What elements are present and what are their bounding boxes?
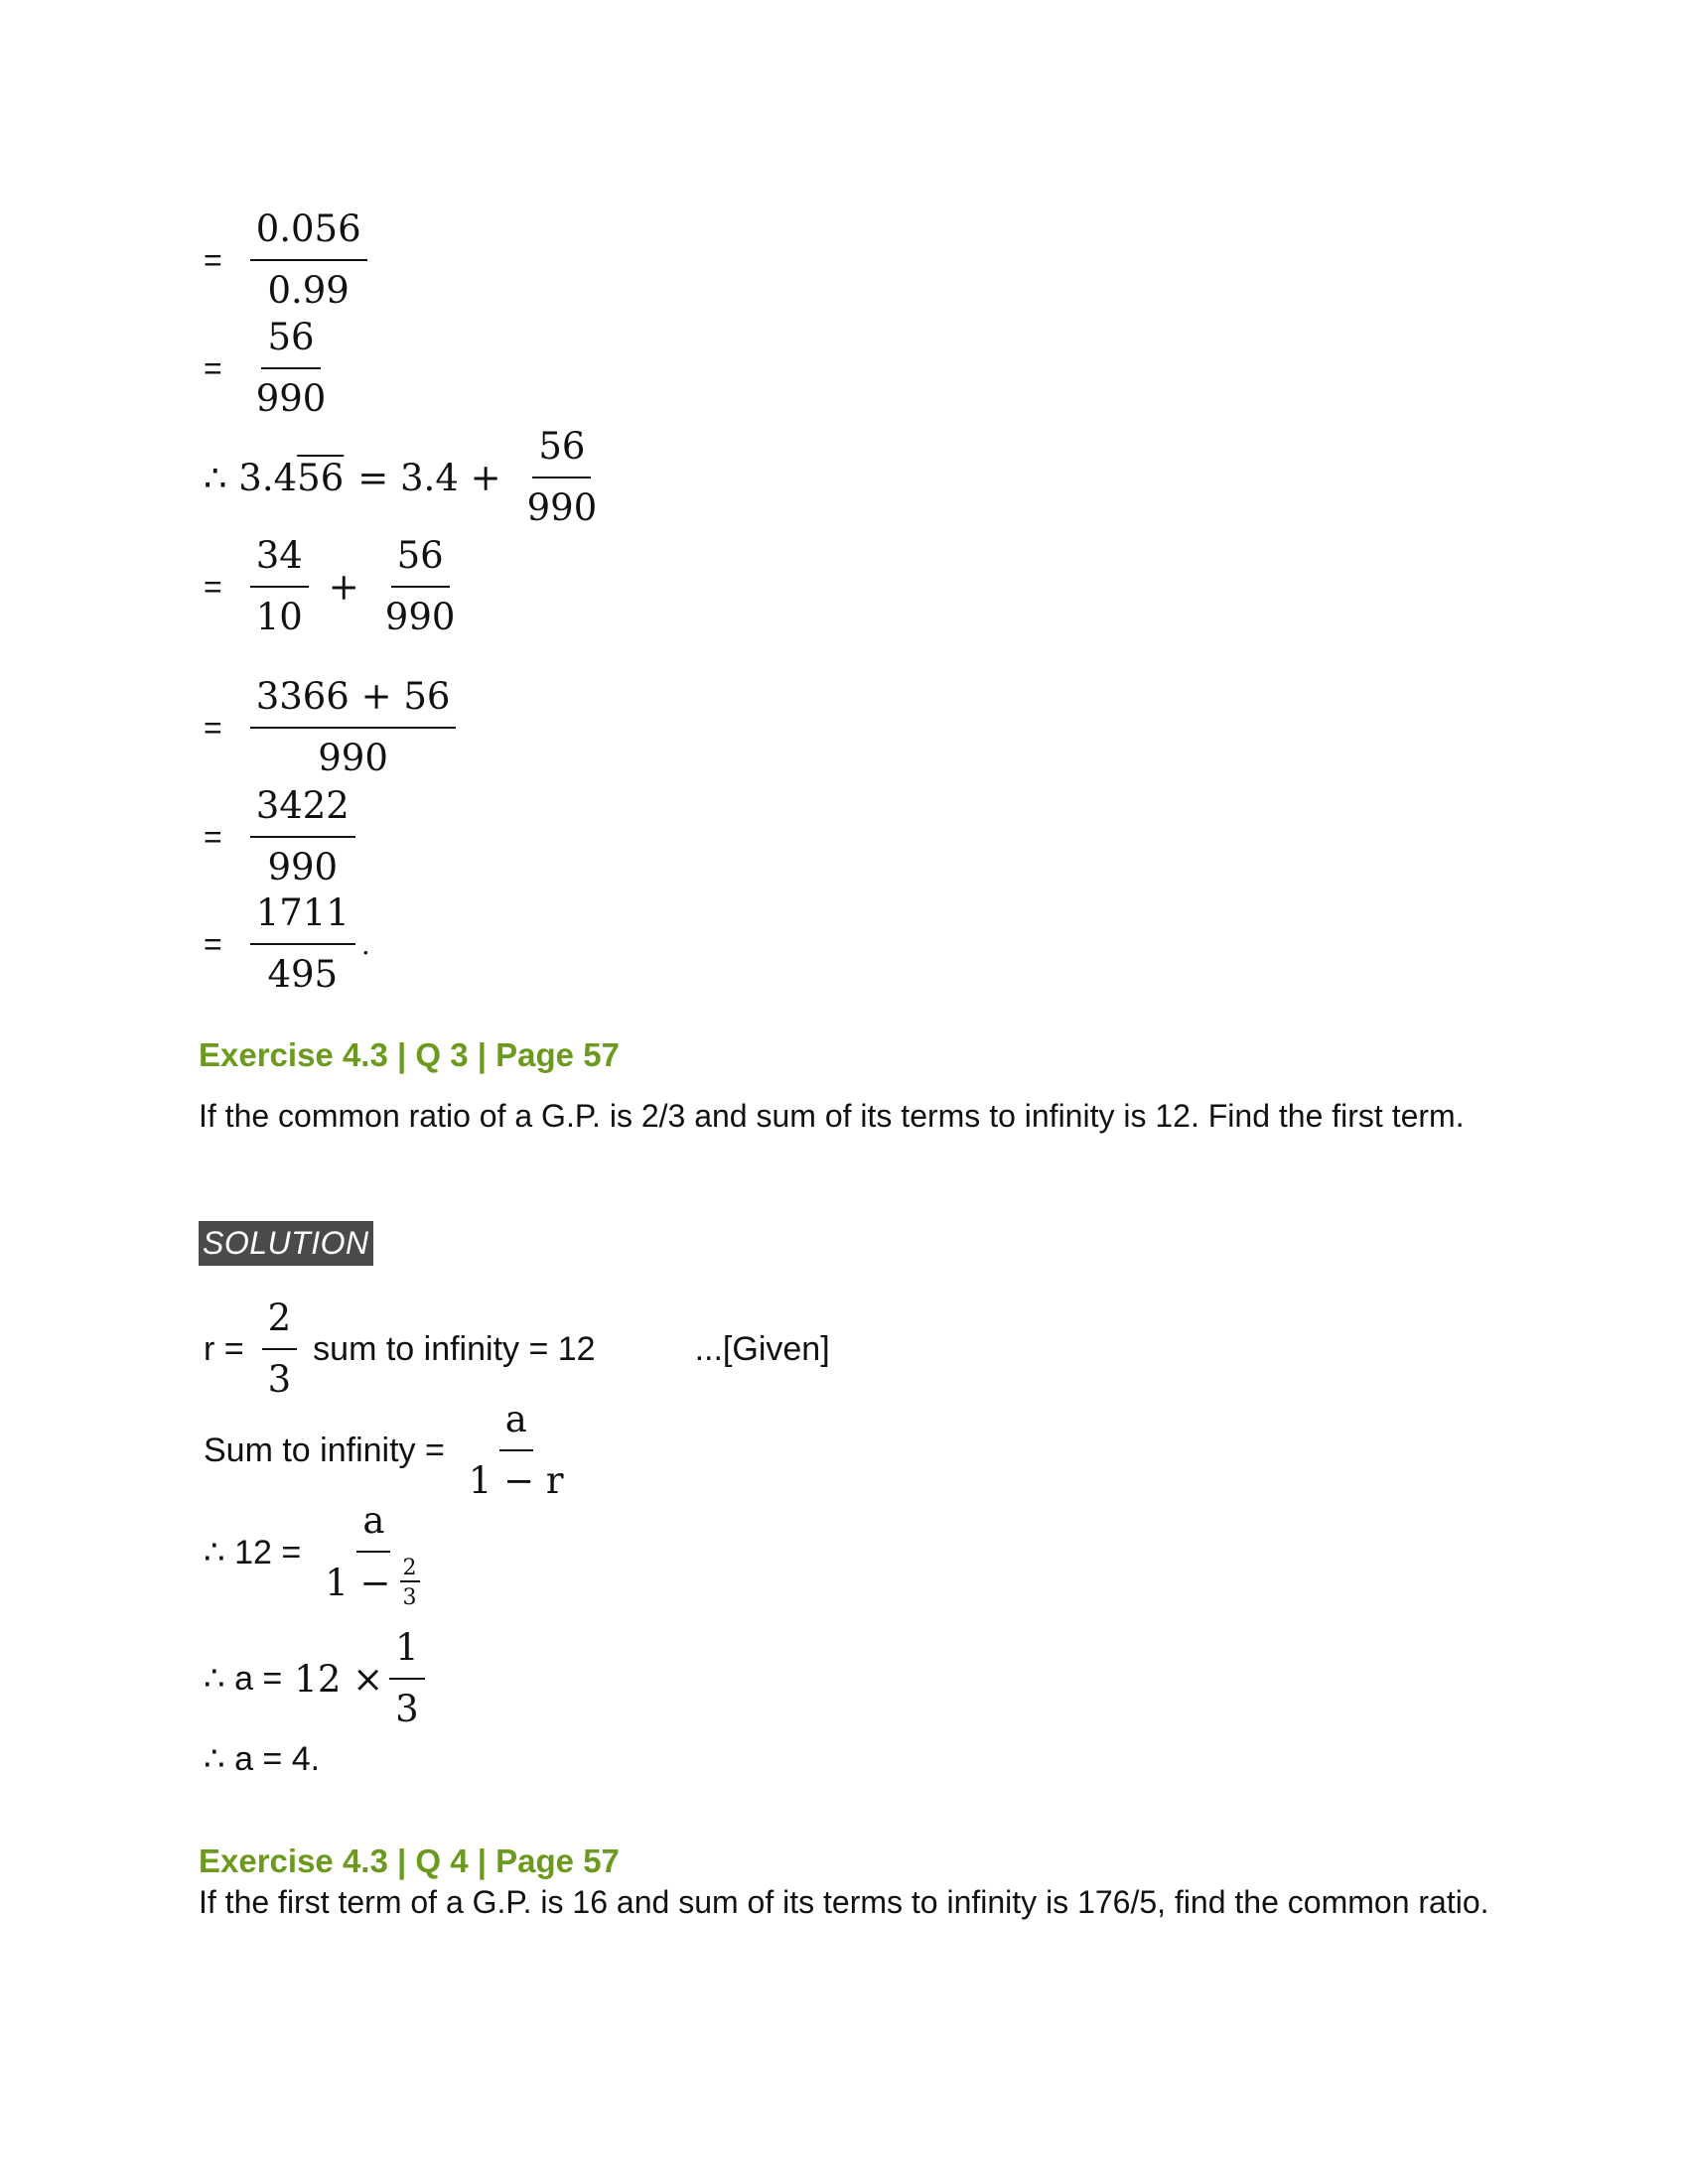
denominator: 1 − r — [468, 1459, 564, 1502]
fraction — [389, 1622, 425, 1735]
numerator: 3366 + 56 — [250, 671, 457, 729]
sum-to-infinity-text: sum to infinity = 12 — [313, 1329, 596, 1368]
q3-question: If the common ratio of a G.P. is 2/3 and sum of its terms to infinity is 12. Find the first term. — [199, 1098, 1465, 1134]
q3-line-1 — [204, 1293, 830, 1406]
denominator: 3 — [395, 1688, 419, 1730]
equals-sign: = — [204, 925, 222, 962]
numerator: 2 — [262, 1293, 298, 1350]
therefore-a-equals: ∴ a = — [204, 1660, 283, 1698]
step-4 — [204, 530, 467, 643]
r-equals: r = — [204, 1329, 244, 1368]
numerator: a — [356, 1495, 390, 1553]
q3-line-4 — [204, 1622, 431, 1735]
step-7 — [204, 887, 370, 1001]
denominator: 990 — [526, 486, 598, 529]
denominator: 990 — [384, 596, 456, 638]
numerator: 2 — [400, 1557, 420, 1582]
numerator: 1711 — [250, 887, 355, 945]
fraction — [319, 1495, 428, 1610]
lhs-prefix: ∴ 3.4 — [204, 456, 298, 499]
fraction — [250, 671, 457, 784]
q3-line-2 — [204, 1394, 576, 1507]
numerator: 56 — [391, 530, 450, 588]
fraction — [250, 887, 355, 1001]
fraction — [250, 312, 333, 425]
equals-sign: = — [204, 568, 222, 605]
equals-sign: = — [204, 241, 222, 278]
step-2 — [204, 312, 338, 425]
fraction — [262, 1293, 298, 1406]
denominator: 3 — [402, 1585, 417, 1610]
rhs-prefix: = 3.4 + — [357, 456, 501, 499]
therefore-12-equals: ∴ 12 = — [204, 1534, 302, 1571]
denominator: 990 — [318, 737, 388, 779]
denominator: 10 — [255, 596, 303, 638]
numerator: 56 — [261, 312, 320, 369]
fraction-1 — [250, 530, 309, 643]
step-3 — [204, 421, 609, 534]
denominator: 990 — [255, 377, 327, 420]
numerator: a — [499, 1394, 533, 1451]
sum-formula-label: Sum to infinity = — [204, 1431, 445, 1469]
step-6 — [204, 780, 361, 893]
denominator: 3 — [267, 1358, 292, 1401]
plus-sign: + — [328, 565, 359, 609]
q3-line-3 — [204, 1495, 435, 1610]
fraction-2 — [379, 530, 462, 643]
q3-heading: Exercise 4.3 | Q 3 | Page 57 — [199, 1036, 620, 1073]
equals-sign: = — [204, 709, 222, 746]
one-minus: 1 − — [325, 1562, 391, 1604]
step-5 — [204, 671, 462, 784]
repeating-digits: 56 — [297, 456, 345, 499]
numerator: 56 — [532, 421, 591, 478]
numerator: 3422 — [250, 780, 355, 838]
q4-question: If the first term of a G.P. is 16 and sum of its terms to infinity is 176/5, find the common ratio. — [199, 1884, 1489, 1920]
fraction — [463, 1394, 570, 1507]
period: . — [360, 927, 370, 961]
denominator: 0.99 — [267, 269, 350, 312]
fraction — [250, 204, 367, 317]
twelve-times: 12 × — [294, 1657, 384, 1701]
nested-fraction — [397, 1557, 423, 1610]
step-1 — [204, 204, 373, 317]
numerator: 34 — [250, 530, 309, 588]
denominator — [319, 1553, 428, 1610]
denominator: 990 — [267, 846, 339, 888]
denominator: 495 — [267, 953, 339, 996]
q4-heading: Exercise 4.3 | Q 4 | Page 57 — [199, 1843, 620, 1879]
numerator: 0.056 — [250, 204, 367, 261]
solution-label: SOLUTION — [199, 1221, 373, 1266]
numerator: 1 — [389, 1622, 425, 1680]
given-note: ...[Given] — [694, 1329, 830, 1368]
fraction — [521, 421, 604, 534]
fraction — [250, 780, 355, 893]
q3-line-5: ∴ a = 4. — [204, 1740, 321, 1778]
equals-sign: = — [204, 818, 222, 855]
equals-sign: = — [204, 349, 222, 386]
